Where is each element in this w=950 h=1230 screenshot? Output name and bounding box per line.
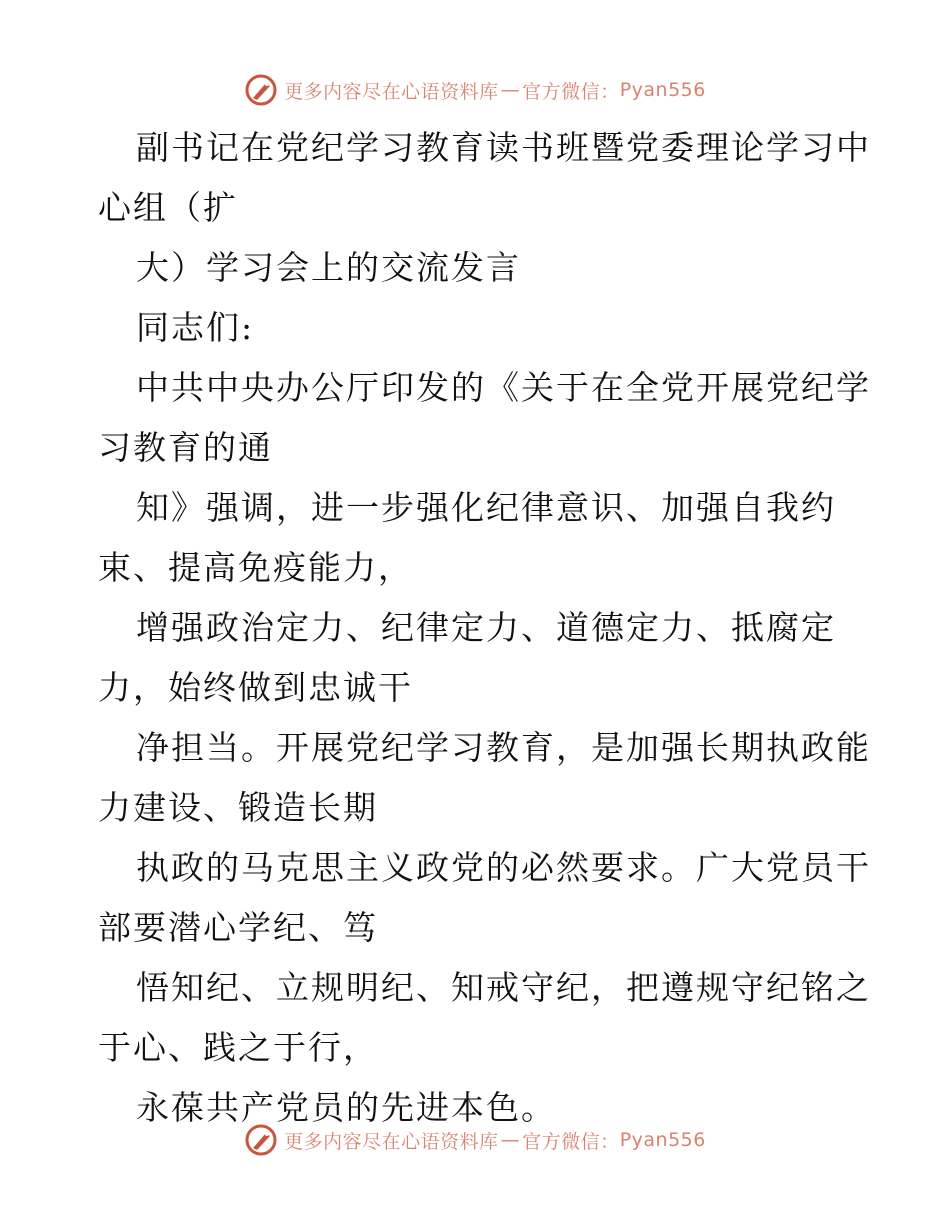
text-line: 大）学习会上的交流发言 (136, 248, 521, 287)
pen-circle-logo-icon (244, 1123, 278, 1157)
text-line: 知》强调，进一步强化纪律意识、加强自我约 (136, 488, 836, 527)
watermark-site-text: 更多内容尽在心语资料库 (284, 1130, 499, 1153)
text-line: 副书记在党纪学习教育读书班暨党委理论学习中 (136, 128, 871, 167)
document-body (98, 118, 871, 1138)
header-watermark (0, 70, 950, 110)
text-line: 部要潜心学纪、笃 (98, 908, 378, 947)
text-line: 心组（扩 (98, 188, 238, 227)
text-line: 增强政治定力、纪律定力、道德定力、抵腐定 (136, 608, 836, 647)
watermark-site-text: 更多内容尽在心语资料库 (284, 80, 499, 103)
watermark-separator: — (500, 1129, 521, 1151)
text-line: 力，始终做到忠诚干 (98, 668, 413, 707)
text-line: 习教育的通 (98, 428, 273, 467)
pen-circle-logo-icon (244, 73, 278, 107)
text-line: 净担当。开展党纪学习教育，是加强长期执政能 (136, 728, 871, 767)
watermark-separator: — (500, 79, 521, 101)
text-line: 执政的马克思主义政党的必然要求。广大党员干 (136, 848, 871, 887)
text-line: 力建设、锻造长期 (98, 788, 378, 827)
watermark-contact-id: Pyan556 (619, 79, 706, 101)
text-line: 同志们: (136, 308, 255, 347)
text-line: 中共中央办公厅印发的《关于在全党开展党纪学 (136, 368, 871, 407)
watermark-contact-id: Pyan556 (619, 1129, 706, 1151)
text-line: 永葆共产党员的先进本色。 (136, 1088, 556, 1127)
watermark-contact-label: 官方微信： (522, 80, 620, 103)
footer-watermark (0, 1120, 950, 1160)
watermark-contact-label: 官方微信： (522, 1130, 620, 1153)
text-line: 于心、践之于行， (98, 1028, 378, 1067)
text-line: 束、提高免疫能力， (98, 548, 413, 587)
text-line: 悟知纪、立规明纪、知戒守纪，把遵规守纪铭之 (136, 968, 871, 1007)
